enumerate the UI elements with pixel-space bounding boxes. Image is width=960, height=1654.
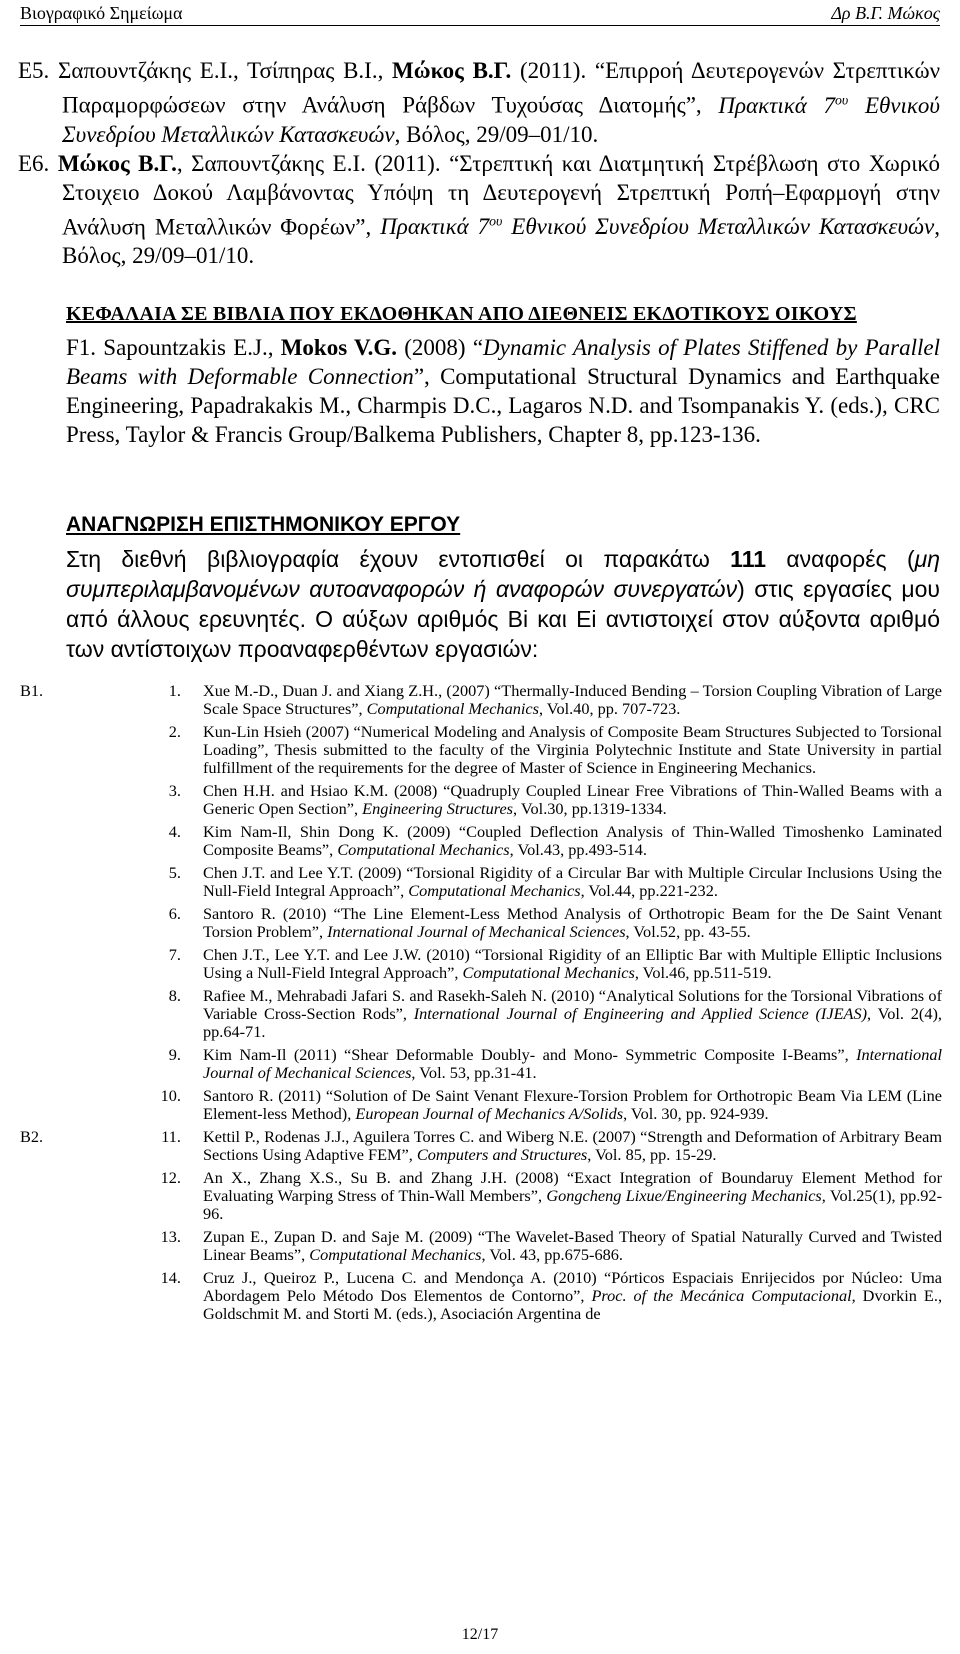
- list-item: [20, 682, 942, 718]
- list-item: [20, 946, 942, 982]
- list-item: [20, 864, 942, 900]
- reference-number: 11.: [161, 1127, 181, 1146]
- reference-group: B1.: [20, 681, 44, 700]
- header-left: Βιογραφικό Σημείωμα: [20, 3, 183, 23]
- reference-number: 6.: [168, 904, 181, 923]
- reference-text: Santoro R. (2010) “The Line Element-Less Method Analysis of Orthotropic Beam for the De Saint Venant Torsion Problem”, International Journal of Mechanical Sciences, Vol.52, pp. 43-55.: [203, 904, 942, 941]
- reference-text: Kim Nam-Il, Shin Dong K. (2009) “Coupled Deflection Analysis of Thin-Walled Timoshenko Laminated Composite Beams”, Computational Mechanics, Vol.43, pp.493-514.: [203, 822, 942, 859]
- reference-number: 9.: [168, 1045, 181, 1064]
- reference-group: B2.: [20, 1127, 44, 1146]
- list-item: [20, 1046, 942, 1082]
- reference-number: 4.: [168, 822, 181, 841]
- reference-number: 3.: [168, 781, 181, 800]
- reference-number: 14.: [160, 1268, 181, 1287]
- list-item: [20, 987, 942, 1041]
- list-item: [20, 1087, 942, 1123]
- page-header: [20, 3, 940, 26]
- reference-text: Kettil P., Rodenas J.J., Aguilera Torres C. and Wiberg N.E. (2007) “Strength and Deformation of Arbitrary Beam Sections Using Adaptive FEM”, Computers and Structures, Vol. 85, pp. 15-29.: [203, 1127, 942, 1164]
- reference-text: Chen J.T., Lee Y.T. and Lee J.W. (2010) “Torsional Rigidity of an Elliptic Bar with Multiple Elliptic Inclusions Using a Null-Field Integral Approach”, Computational Mechanics, Vol.46, pp.511-519.: [203, 945, 942, 982]
- list-item: [20, 1228, 942, 1264]
- reference-text: Cruz J., Queiroz P., Lucena C. and Mendonça A. (2010) “Pórticos Espaciais Enrijecidos por Núcleo: Uma Abordagem Pelo Método Dos Elementos de Contorno”, Proc. of the Mecánica Computacional, Dvorkin E., Goldschmit M. and Storti M. (eds.), Asociación Argentina de: [203, 1268, 943, 1323]
- reference-number: 13.: [160, 1227, 181, 1246]
- reference-number: 10.: [160, 1086, 181, 1105]
- reference-number: 1.: [168, 681, 181, 700]
- reference-text: Kun-Lin Hsieh (2007) “Numerical Modeling and Analysis of Composite Beam Structures Subjected to Torsional Loading”, Thesis submitted to the faculty of the Virginia Polytechnic Institute and State University in partial fulfillment of the requirements for the degree of Master of Science in Engineering Mechanics.: [203, 722, 942, 777]
- reference-number: 2.: [168, 722, 181, 741]
- reference-text: Kim Nam-Il (2011) “Shear Deformable Doubly- and Mono- Symmetric Composite I-Beams”, International Journal of Mechanical Sciences, Vol. 53, pp.31-41.: [203, 1045, 942, 1082]
- list-item: [20, 782, 942, 818]
- reference-text: Chen J.T. and Lee Y.T. (2009) “Torsional Rigidity of a Circular Bar with Multiple Circular Inclusions Using the Null-Field Integral Approach”, Computational Mechanics, Vol.44, pp.221-232.: [203, 863, 942, 900]
- list-item: [20, 1128, 942, 1164]
- reference-text: Rafiee M., Mehrabadi Jafari S. and Rasekh-Saleh N. (2010) “Analytical Solutions for the Torsional Vibrations of Variable Cross-Section Rods”, International Journal of Engineering and Applied Science (IJEAS), Vol. 2(4), pp.64-71.: [203, 986, 942, 1041]
- reference-text: An X., Zhang X.S., Su B. and Zhang J.H. (2008) “Exact Integration of Boundaruy Element Method for Evaluating Warping Stress of Thin-Wall Members”, Gongcheng Lixue/Engineering Mechanics, Vol.25(1), pp.92-96.: [203, 1168, 942, 1223]
- page-number: 12/17: [461, 1626, 499, 1643]
- list-item: [20, 1269, 942, 1323]
- recognition-paragraph: Στη διεθνή βιβλιογραφία έχουν εντοπισθεί οι παρακάτω 111 αναφορές (μη συμπεριλαμβανομένων αυτοαναφορών ή αναφορών συνεργατών) στις εργασίες μου από άλλους ερευνητές. Ο αύξων αριθμός Bi και Ei αντιστοιχεί στον αύξοντα αριθμό των αντίστοιχων προαναφερθέντων εργασιών:: [66, 546, 940, 662]
- list-item: [20, 905, 942, 941]
- list-item: [20, 723, 942, 777]
- entry-e6: E6. Μώκος Β.Γ., Σαπουντζάκης Ε.Ι. (2011). “Στρεπτική και Διατμητική Στρέβλωση στο Χωρικό Στοιχειο Δοκού Λαμβάνοντας Υπόψη τη Δευτερογενή Στρεπτική Ροπή–Εφαρμογή στην Ανάλυση Μεταλλικών Φορέων”, Πρακτικά $7^{o\upsilon}$ Εθνικού Συνεδρίου Μεταλλικών Κατασκευών, Βόλος, 29/09–01/10.: [18, 150, 941, 269]
- header-right: Δρ Β.Γ. Μώκος: [831, 3, 940, 23]
- reference-text: Zupan E., Zupan D. and Saje M. (2009) “The Wavelet-Based Theory of Spatial Naturally Curved and Twisted Linear Beams”, Computational Mechanics, Vol. 43, pp.675-686.: [203, 1227, 942, 1264]
- reference-number: 7.: [168, 945, 181, 964]
- reference-number: 12.: [160, 1168, 181, 1187]
- list-item: [20, 823, 942, 859]
- reference-number: 8.: [168, 986, 181, 1005]
- reference-text: Santoro R. (2011) “Solution of De Saint Venant Flexure-Torsion Problem for Orthotropic Beam Via LEM (Line Element-less Method), European Journal of Mechanics A/Solids, Vol. 30, pp. 924-939.: [203, 1086, 942, 1123]
- reference-text: Xue M.-D., Duan J. and Xiang Z.H., (2007) “Thermally-Induced Bending – Torsion Coupling Vibration of Large Scale Space Structures”, Computational Mechanics, Vol.40, pp. 707-723.: [203, 681, 942, 718]
- reference-text: Chen H.H. and Hsiao K.M. (2008) “Quadruply Coupled Linear Free Vibrations of Thin-Walled Beams with a Generic Open Section”, Engineering Structures, Vol.30, pp.1319-1334.: [203, 781, 942, 818]
- greek-entries: [18, 56, 941, 270]
- reference-number: 5.: [168, 863, 181, 882]
- reference-list: [20, 682, 942, 1328]
- section-chapters-heading: ΚΕΦΑΛΑΙΑ ΣΕ ΒΙΒΛΙΑ ΠΟΥ ΕΚΔΟΘΗΚΑΝ ΑΠΟ ΔΙΕΘΝΕΙΣ ΕΚΔΟΤΙΚΟΥΣ ΟΙΚΟΥΣ: [66, 303, 857, 325]
- section-recognition-heading: ΑΝΑΓΝΩΡΙΣΗ ΕΠΙΣΤΗΜΟΝΙΚΟΥ ΕΡΓΟΥ: [66, 513, 461, 536]
- chapter-f1: F1. Sapountzakis E.J., Mokos V.G. (2008) “Dynamic Analysis of Plates Stiffened by Parallel Beams with Deformable Connection”, Computational Structural Dynamics and Earthquake Engineering, Papadrakakis M., Charmpis D.C., Lagaros N.D. and Tsompanakis Y. (eds.), CRC Press, Taylor & Francis Group/Balkema Publishers, Chapter 8, pp.123-136.: [66, 335, 941, 447]
- list-item: [20, 1169, 942, 1223]
- entry-e5: E5. Σαπουντζάκης Ε.Ι., Τσίπηρας Β.Ι., Μώκος Β.Γ. (2011). “Επιρροή Δευτερογενών Στρεπτικών Παραμορφώσεων στην Ανάλυση Ράβδων Τυχούσας Διατομής”, Πρακτικά $7^{o\upsilon}$ Εθνικού Συνεδρίου Μεταλλικών Κατασκευών, Βόλος, 29/09–01/10.: [18, 58, 941, 147]
